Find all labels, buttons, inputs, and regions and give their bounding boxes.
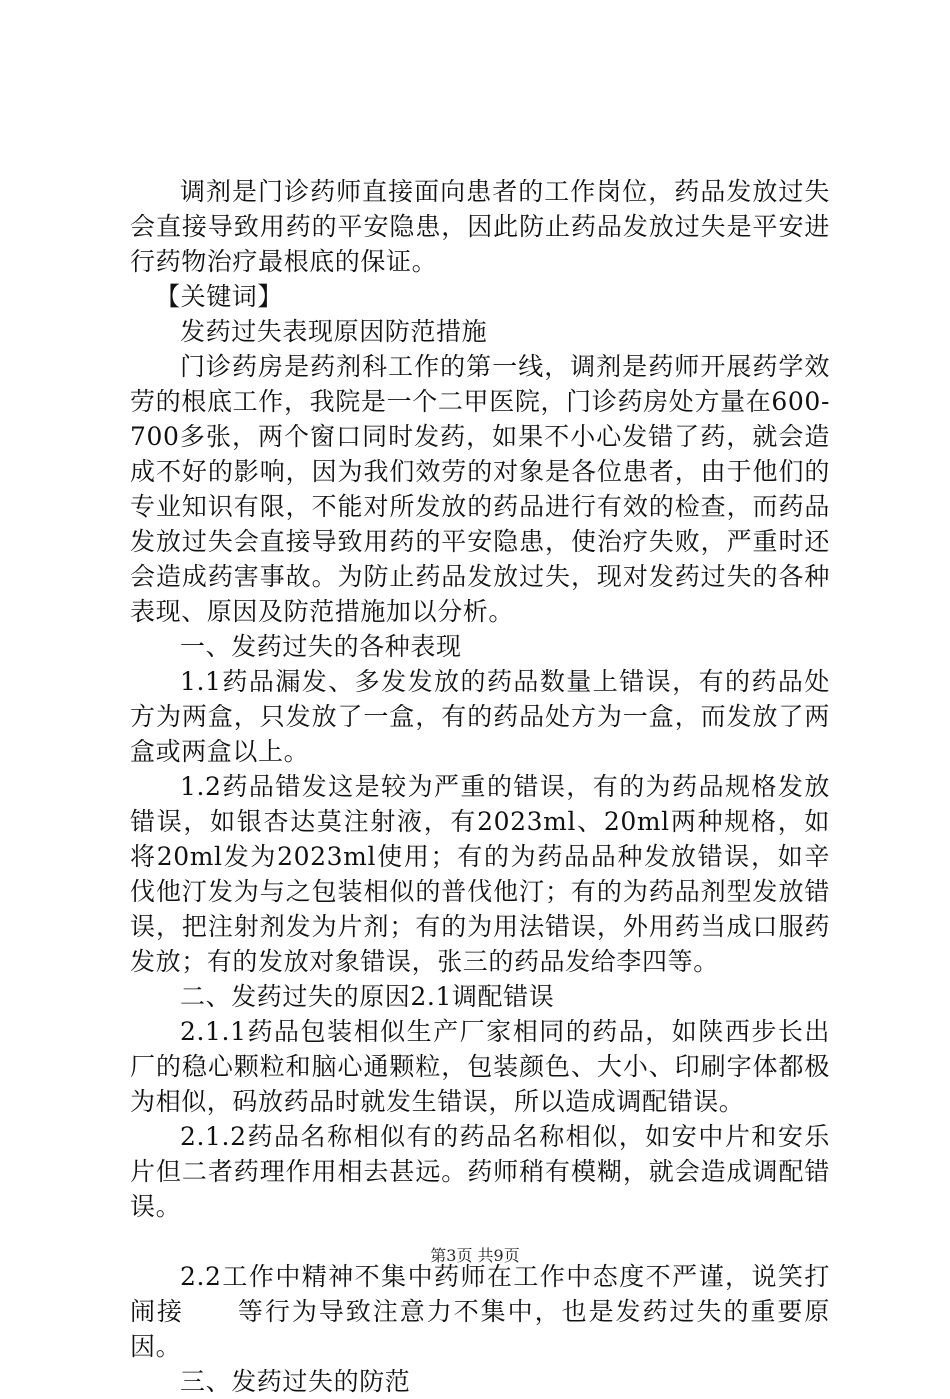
section-heading-1: 一、发药过失的各种表现 [180,632,462,661]
keywords-label: 【关键词】 [155,282,284,311]
paragraph-2-1-2: 2.1.2药品名称相似有的药品名称相似，如安中片和安乐片但二者药理作用相去甚远。药师稍有模糊，就会造成调配错误。 [130,1122,830,1221]
paragraph-1-1: 1.1药品漏发、多发发放的药品数量上错误，有的药品处方为两盒，只发放了一盒，有的药品处方为一盒，而发放了两盒或两盒以上。 [130,667,830,766]
paragraph-2-1-1: 2.1.1药品包装相似生产厂家相同的药品，如陕西步长出厂的稳心颗粒和脑心通颗粒，包装颜色、大小、印刷字体都极为相似，码放药品时就发生错误，所以造成调配错误。 [130,1017,830,1116]
paragraph-2-2: 2.2工作中精神不集中药师在工作中态度不严谨，说笑打闹接 等行为导致注意力不集中，也是发药过失的重要原因。 [130,1262,830,1361]
keywords-text: 发药过失表现原因防范措施 [180,317,488,346]
document-body [130,174,830,1399]
section-heading-2: 二、发药过失的原因2.1调配错误 [180,982,555,1011]
paragraph-1-2: 1.2药品错发这是较为严重的错误，有的为药品规格发放错误，如银杏达莫注射液，有2023ml、20ml两种规格，如将20ml发为2023ml使用；有的为药品品种发放错误，如辛伐他汀发为与之包装相似的普伐他汀；有的为药品剂型发放错误，把注射剂发为片剂；有的为用法错误，外用药当成口服药发放；有的发放对象错误，张三的药品发给李四等。 [130,772,830,976]
section-heading-3: 三、发药过失的防范 [180,1367,411,1396]
page-number-footer: 第3页 共9页 [430,1246,520,1265]
background-paragraph: 门诊药房是药剂科工作的第一线，调剂是药师开展药学效劳的根底工作，我院是一个二甲医院，门诊药房处方量在600-700多张，两个窗口同时发药，如果不小心发错了药，就会造成不好的影响，因为我们效劳的对象是各位患者，由于他们的专业知识有限，不能对所发放的药品进行有效的检查，而药品发放过失会直接导致用药的平安隐患，使治疗失败，严重时还会造成药害事故。为防止药品发放过失，现对发药过失的各种表现、原因及防范措施加以分析。 [130,352,830,626]
intro-paragraph: 调剂是门诊药师直接面向患者的工作岗位，药品发放过失会直接导致用药的平安隐患，因此防止药品发放过失是平安进行药物治疗最根底的保证。 [130,177,830,276]
